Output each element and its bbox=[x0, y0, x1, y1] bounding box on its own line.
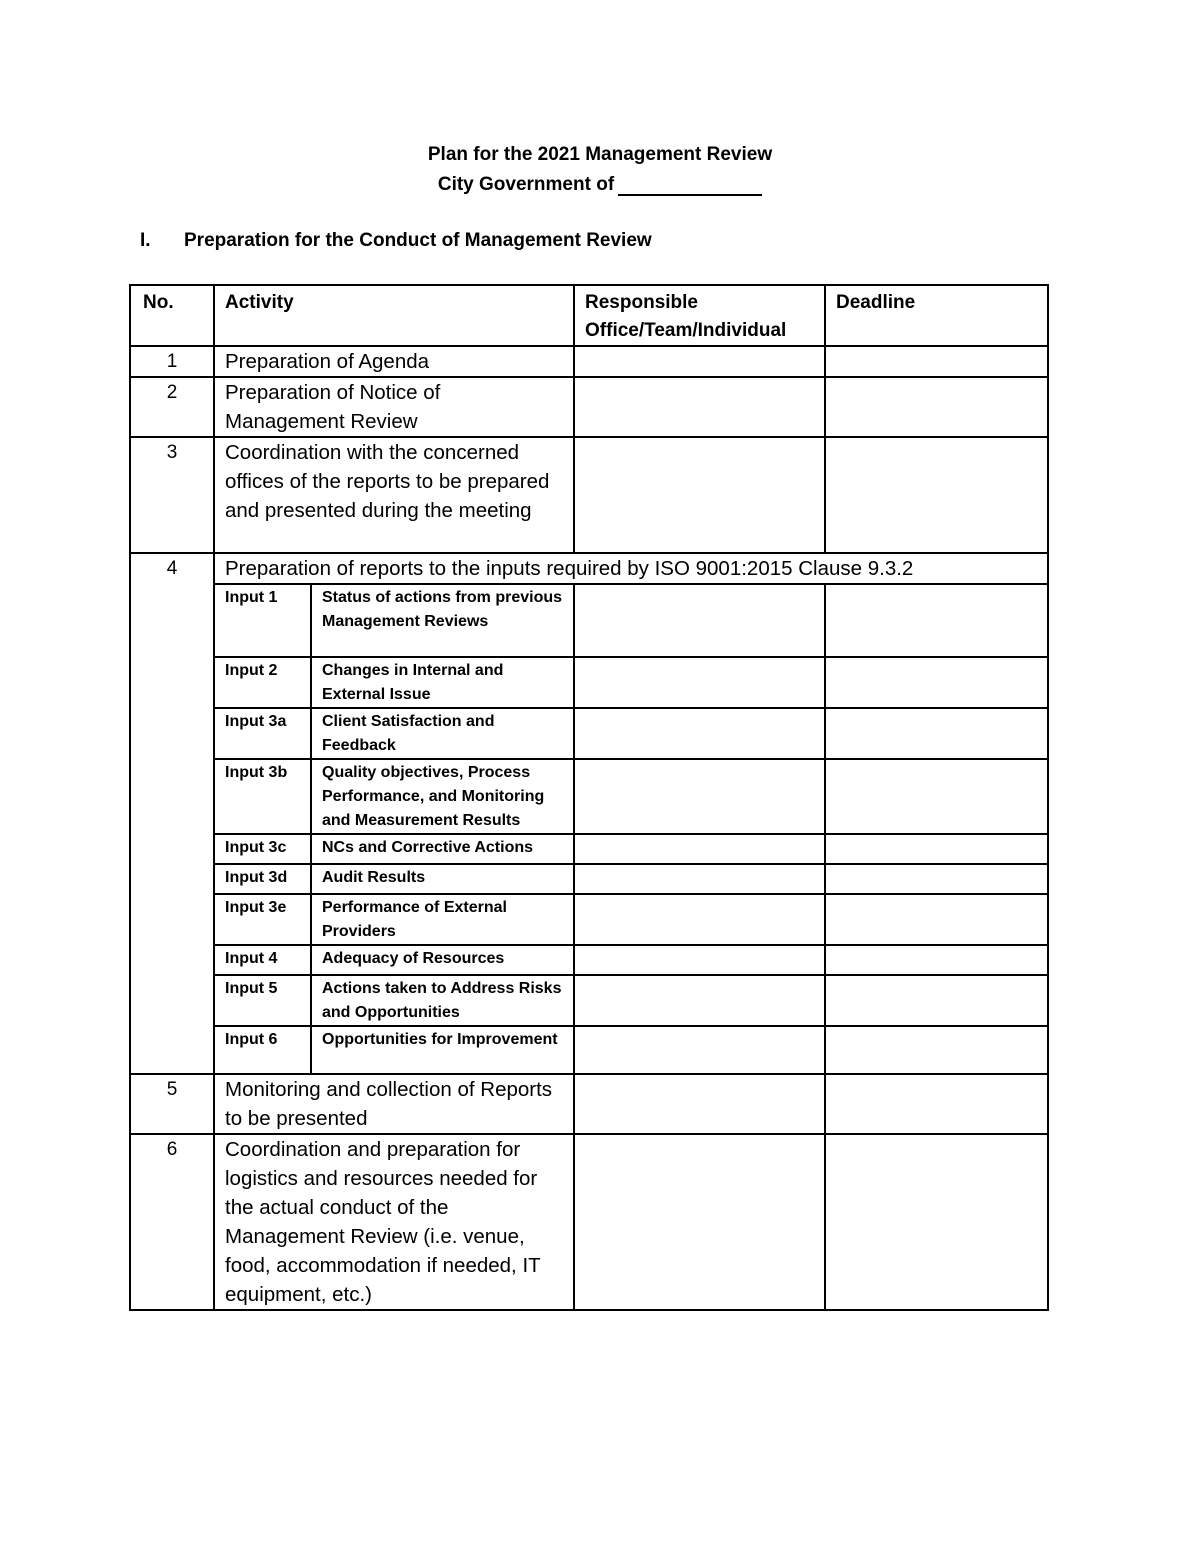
section-heading bbox=[140, 230, 652, 252]
input-description: Actions taken to Address Risks and Opportunities bbox=[311, 975, 574, 1026]
input-label: Input 3c bbox=[214, 834, 311, 864]
input-description: Changes in Internal and External Issue bbox=[311, 657, 574, 708]
input-description: Adequacy of Resources bbox=[311, 945, 574, 975]
input-description: Client Satisfaction and Feedback bbox=[311, 708, 574, 759]
deadline-cell[interactable] bbox=[825, 975, 1048, 1026]
row-number: 2 bbox=[130, 377, 214, 437]
input-description: Opportunities for Improvement bbox=[311, 1026, 574, 1074]
input-description: Performance of External Providers bbox=[311, 894, 574, 945]
row-number: 4 bbox=[130, 553, 214, 1074]
input-row bbox=[130, 864, 1048, 894]
responsible-cell[interactable] bbox=[574, 834, 825, 864]
table-row bbox=[130, 437, 1048, 553]
deadline-cell[interactable] bbox=[825, 759, 1048, 834]
input-label: Input 5 bbox=[214, 975, 311, 1026]
deadline-cell[interactable] bbox=[825, 657, 1048, 708]
header-responsible: Responsible Office/Team/Individual bbox=[574, 285, 825, 346]
deadline-cell[interactable] bbox=[825, 1134, 1048, 1310]
responsible-cell[interactable] bbox=[574, 346, 825, 377]
subtitle-text: City Government of bbox=[437, 174, 615, 195]
deadline-cell[interactable] bbox=[825, 1074, 1048, 1134]
row-number: 6 bbox=[130, 1134, 214, 1310]
input-label: Input 3d bbox=[214, 864, 311, 894]
input-row bbox=[130, 894, 1048, 945]
input-description: Quality objectives, Process Performance, and Monitoring and Measurement Results bbox=[311, 759, 574, 834]
deadline-cell[interactable] bbox=[825, 834, 1048, 864]
input-row bbox=[130, 759, 1048, 834]
header-deadline: Deadline bbox=[825, 285, 1048, 346]
deadline-cell[interactable] bbox=[825, 437, 1048, 553]
table-header-row bbox=[130, 285, 1048, 346]
activity-cell: Coordination and preparation for logistics and resources needed for the actual conduct of the Management Review (i.e. venue, food, accommodation if needed, IT equipment, etc.) bbox=[214, 1134, 574, 1310]
responsible-cell[interactable] bbox=[574, 864, 825, 894]
input-label: Input 3e bbox=[214, 894, 311, 945]
input-row bbox=[130, 945, 1048, 975]
responsible-cell[interactable] bbox=[574, 945, 825, 975]
responsible-cell[interactable] bbox=[574, 708, 825, 759]
input-label: Input 6 bbox=[214, 1026, 311, 1074]
input-description: Status of actions from previous Management Reviews bbox=[311, 584, 574, 657]
input-row bbox=[130, 1026, 1048, 1074]
deadline-cell[interactable] bbox=[825, 945, 1048, 975]
input-label: Input 4 bbox=[214, 945, 311, 975]
section-number: I. bbox=[140, 230, 151, 251]
responsible-cell[interactable] bbox=[574, 1074, 825, 1134]
row-number: 1 bbox=[130, 346, 214, 377]
table-row bbox=[130, 346, 1048, 377]
activity-cell: Coordination with the concerned offices of the reports to be prepared and presented during the meeting bbox=[214, 437, 574, 553]
section-title: Preparation for the Conduct of Management Review bbox=[184, 230, 652, 251]
input-label: Input 3b bbox=[214, 759, 311, 834]
row-number: 3 bbox=[130, 437, 214, 553]
activity-cell: Preparation of Notice of Management Review bbox=[214, 377, 574, 437]
row-number: 5 bbox=[130, 1074, 214, 1134]
input-description: Audit Results bbox=[311, 864, 574, 894]
responsible-cell[interactable] bbox=[574, 657, 825, 708]
activity-cell: Preparation of reports to the inputs required by ISO 9001:2015 Clause 9.3.2 bbox=[214, 553, 1048, 584]
responsible-cell[interactable] bbox=[574, 377, 825, 437]
input-row bbox=[130, 834, 1048, 864]
responsible-cell[interactable] bbox=[574, 759, 825, 834]
deadline-cell[interactable] bbox=[825, 1026, 1048, 1074]
activity-cell: Preparation of Agenda bbox=[214, 346, 574, 377]
responsible-cell[interactable] bbox=[574, 1134, 825, 1310]
header-activity: Activity bbox=[214, 285, 574, 346]
input-row bbox=[130, 657, 1048, 708]
plan-table bbox=[129, 284, 1049, 1311]
table-row bbox=[130, 1134, 1048, 1310]
input-label: Input 3a bbox=[214, 708, 311, 759]
input-row bbox=[130, 584, 1048, 657]
deadline-cell[interactable] bbox=[825, 864, 1048, 894]
table-row bbox=[130, 553, 1048, 584]
responsible-cell[interactable] bbox=[574, 1026, 825, 1074]
city-name-blank[interactable] bbox=[618, 176, 762, 196]
deadline-cell[interactable] bbox=[825, 894, 1048, 945]
deadline-cell[interactable] bbox=[825, 584, 1048, 657]
responsible-cell[interactable] bbox=[574, 894, 825, 945]
table-row bbox=[130, 1074, 1048, 1134]
header-no: No. bbox=[130, 285, 214, 346]
responsible-cell[interactable] bbox=[574, 437, 825, 553]
responsible-cell[interactable] bbox=[574, 975, 825, 1026]
document-title: Plan for the 2021 Management Review bbox=[427, 144, 773, 165]
input-description: NCs and Corrective Actions bbox=[311, 834, 574, 864]
input-row bbox=[130, 708, 1048, 759]
document-subtitle bbox=[0, 174, 1200, 196]
deadline-cell[interactable] bbox=[825, 377, 1048, 437]
deadline-cell[interactable] bbox=[825, 708, 1048, 759]
activity-cell: Monitoring and collection of Reports to be presented bbox=[214, 1074, 574, 1134]
deadline-cell[interactable] bbox=[825, 346, 1048, 377]
table-row bbox=[130, 377, 1048, 437]
input-label: Input 1 bbox=[214, 584, 311, 657]
input-label: Input 2 bbox=[214, 657, 311, 708]
responsible-cell[interactable] bbox=[574, 584, 825, 657]
input-row bbox=[130, 975, 1048, 1026]
